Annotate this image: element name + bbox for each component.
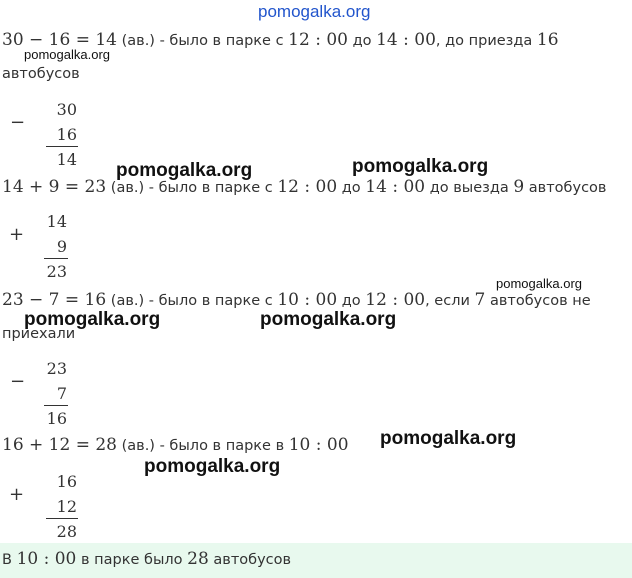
calc-divider (44, 405, 68, 406)
minus-sign: − (10, 112, 26, 133)
watermark: pomogalka.org (260, 309, 397, 330)
step-2-text: 14 + 9 = 23 (ав.) - было в парке с 12 : 00 до 14 : 00 до выезда 9 автобусов (2, 177, 607, 197)
step-4-text: 16 + 12 = 28 (ав.) - было в парке в 10 : 00 (2, 435, 349, 455)
result: 23 (46, 262, 67, 281)
operand-a: 14 (46, 212, 67, 231)
watermark-small: pomogalka.org (24, 47, 110, 62)
watermark: pomogalka.org (352, 156, 489, 177)
operand-a: 30 (56, 100, 77, 119)
operand-b: 12 (56, 497, 77, 516)
step-3-expression: 23 − 7 = 16 (2, 290, 107, 310)
watermark: pomogalka.org (380, 428, 517, 449)
watermark: pomogalka.org (144, 456, 281, 477)
watermark-small: pomogalka.org (496, 276, 582, 291)
plus-sign: + (9, 484, 25, 505)
operand-a: 23 (46, 359, 67, 378)
step-3-text: 23 − 7 = 16 (ав.) - было в парке с 10 : 00 до 12 : 00, если 7 автобусов не (2, 290, 591, 310)
operand-b: 7 (56, 384, 67, 403)
step-4-expression: 16 + 12 = 28 (2, 435, 117, 455)
step-4-column-calc (0, 468, 77, 543)
answer-box (0, 543, 632, 578)
step-1-text-wrap: автобусов (2, 66, 80, 82)
calc-divider (46, 146, 78, 147)
step-1-expression: 30 − 16 = 14 (2, 30, 117, 50)
calc-divider (44, 258, 68, 259)
result: 14 (56, 150, 77, 169)
watermark-top: pomogalka.org (258, 2, 371, 21)
step-3-text-wrap: приехали (2, 326, 76, 342)
plus-sign: + (9, 224, 25, 245)
minus-sign: − (10, 371, 26, 392)
watermark: pomogalka.org (24, 309, 161, 330)
operand-a: 16 (56, 472, 77, 491)
operand-b: 9 (56, 237, 67, 256)
step-1-text: 30 − 16 = 14 (ав.) - было в парке с 12 : 00 до 14 : 00, до приезда 16 (2, 30, 559, 50)
step-2-expression: 14 + 9 = 23 (2, 177, 107, 197)
calc-divider (46, 518, 78, 519)
watermark: pomogalka.org (116, 160, 253, 181)
step-2-column-calc (0, 208, 70, 283)
step-1-column-calc (0, 96, 77, 171)
operand-b: 16 (56, 125, 77, 144)
step-3-column-calc (0, 355, 70, 430)
answer-text: В 10 : 00 в парке было 28 автобусов (2, 549, 292, 569)
result: 16 (46, 409, 67, 428)
result: 28 (56, 522, 77, 541)
